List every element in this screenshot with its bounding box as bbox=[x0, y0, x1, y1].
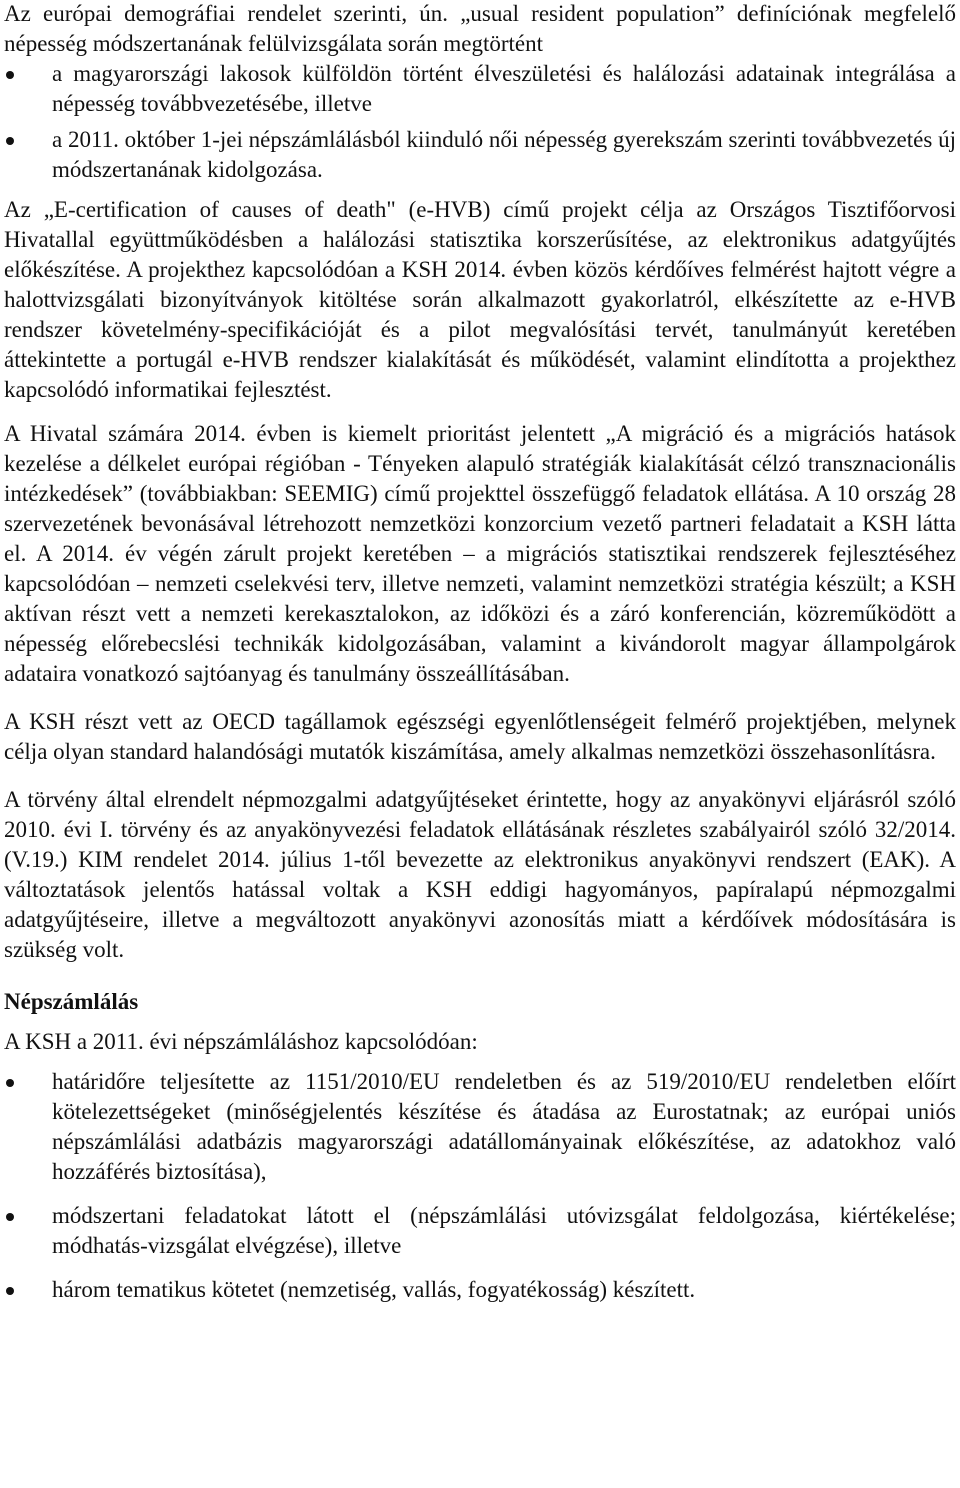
eak-paragraph: A törvény által elrendelt népmozgalmi adatgyűjtéseket érintette, hogy az anyakönyvi eljárásról szóló 2010. évi I. törvény és az anyakönyvezési feladatok ellátásának részletes szabályairól szóló 32/2014. (V.19.) KIM rendelet 2014. július 1-től bevezette az elektronikus anyakönyvi rendszert (EAK). A változtatások jelentős hatással voltak a KSH eddigi hagyományos, papíralapú népmozgalmi adatgyűjtéseire, illetve a megváltozott anyakönyvi azonosítás miatt a kérdőívek módosítására is szükség volt. bbox=[4, 787, 956, 962]
list-item-text: határidőre teljesítette az 1151/2010/EU rendeletben és az 519/2010/EU rendeletben előírt kötelezettségeket (minőségjelentés készítése és átadása az Eurostatnak; az európai uniós népszámlálási adatbázis magyarországi adatállományainak előkészítése, az adatokhoz való hozzáférés biztosítása), bbox=[52, 1069, 956, 1184]
list-item bbox=[4, 1201, 956, 1261]
bullet-icon bbox=[6, 1213, 14, 1221]
section-heading: Népszámlálás bbox=[4, 989, 139, 1014]
document-page bbox=[4, 0, 956, 1305]
bullet-icon bbox=[6, 71, 14, 79]
intro-list bbox=[4, 59, 956, 185]
bullet-icon bbox=[6, 137, 14, 145]
list-item-text: a magyarországi lakosok külföldön történt élveszületési és halálozási adatainak integrálása a népesség továbbvezetésébe, illetve bbox=[52, 61, 956, 116]
ehvb-paragraph: Az „E-certification of causes of death" (e-HVB) című projekt célja az Országos Tisztifőorvosi Hivatallal együttműködésben a halálozási statisztika korszerűsítése, az elektronikus adatgyűjtés előkészítése. A projekthez kapcsolódóan a KSH 2014. évben közös kérdőíves felmérést hajtott végre a halottvizsgálati bizonyítványok kitöltése során alkalmazott gyakorlatról, elkészítette az e-HVB rendszer követelmény-specifikációját és a pilot megvalósítási tervét, tanulmányút keretében áttekintette a portugál e-HVB rendszer kialakítását és működését, valamint elindította a projekthez kapcsolódó informatikai fejlesztést. bbox=[4, 197, 956, 402]
list-item-text: a 2011. október 1-jei népszámlálásból kiinduló női népesség gyerekszám szerinti továbbvezetés új módszertanának kidolgozása. bbox=[52, 127, 956, 182]
list-item-text: három tematikus kötetet (nemzetiség, vallás, fogyatékosság) készített. bbox=[52, 1277, 696, 1302]
intro-paragraph: Az európai demográfiai rendelet szerinti, ún. „usual resident population” definíciónak megfelelő népesség módszertanának felülvizsgálata során megtörtént bbox=[4, 1, 956, 56]
list-item bbox=[4, 125, 956, 185]
oecd-paragraph: A KSH részt vett az OECD tagállamok egészségi egyenlőtlenségeit felmérő projektjében, melynek célja olyan standard halandósági mutatók kiszámítása, amely alkalmas nemzetközi összehasonlításra. bbox=[4, 709, 956, 764]
census-intro: A KSH a 2011. évi népszámláláshoz kapcsolódóan: bbox=[4, 1029, 478, 1054]
bullet-icon bbox=[6, 1287, 14, 1295]
list-item bbox=[4, 59, 956, 119]
list-item bbox=[4, 1275, 956, 1305]
bullet-icon bbox=[6, 1079, 14, 1087]
seemig-paragraph: A Hivatal számára 2014. évben is kiemelt prioritást jelentett „A migráció és a migrációs hatások kezelése a délkelet európai régióban - Tényeken alapuló stratégiák kialakítását célzó transznacionális intézkedések” (továbbiakban: SEEMIG) című projekttel összefüggő feladatok ellátása. A 10 ország 28 szervezetének bevonásával létrehozott nemzetközi konzorcium vezető partneri feladatait a KSH látta el. A 2014. év végén zárult projekt keretében – a migrációs statisztikai rendszerek fejlesztéséhez kapcsolódóan – nemzeti cselekvési terv, illetve nemzeti, valamint nemzetközi stratégia készült; a KSH aktívan részt vett a nemzeti kerekasztalokon, az időközi és a záró konferencián, közreműködött a népesség előrebecslési technikák kidolgozásában, valamint a kivándorolt magyar állampolgárok adataira vonatkozó sajtóanyag és tanulmány összeállításában. bbox=[4, 421, 956, 686]
list-item bbox=[4, 1067, 956, 1187]
census-list bbox=[4, 1067, 956, 1305]
list-item-text: módszertani feladatokat látott el (népszámlálási utóvizsgálat feldolgozása, kiértékelése; módhatás-vizsgálat elvégzése), illetve bbox=[52, 1203, 956, 1258]
